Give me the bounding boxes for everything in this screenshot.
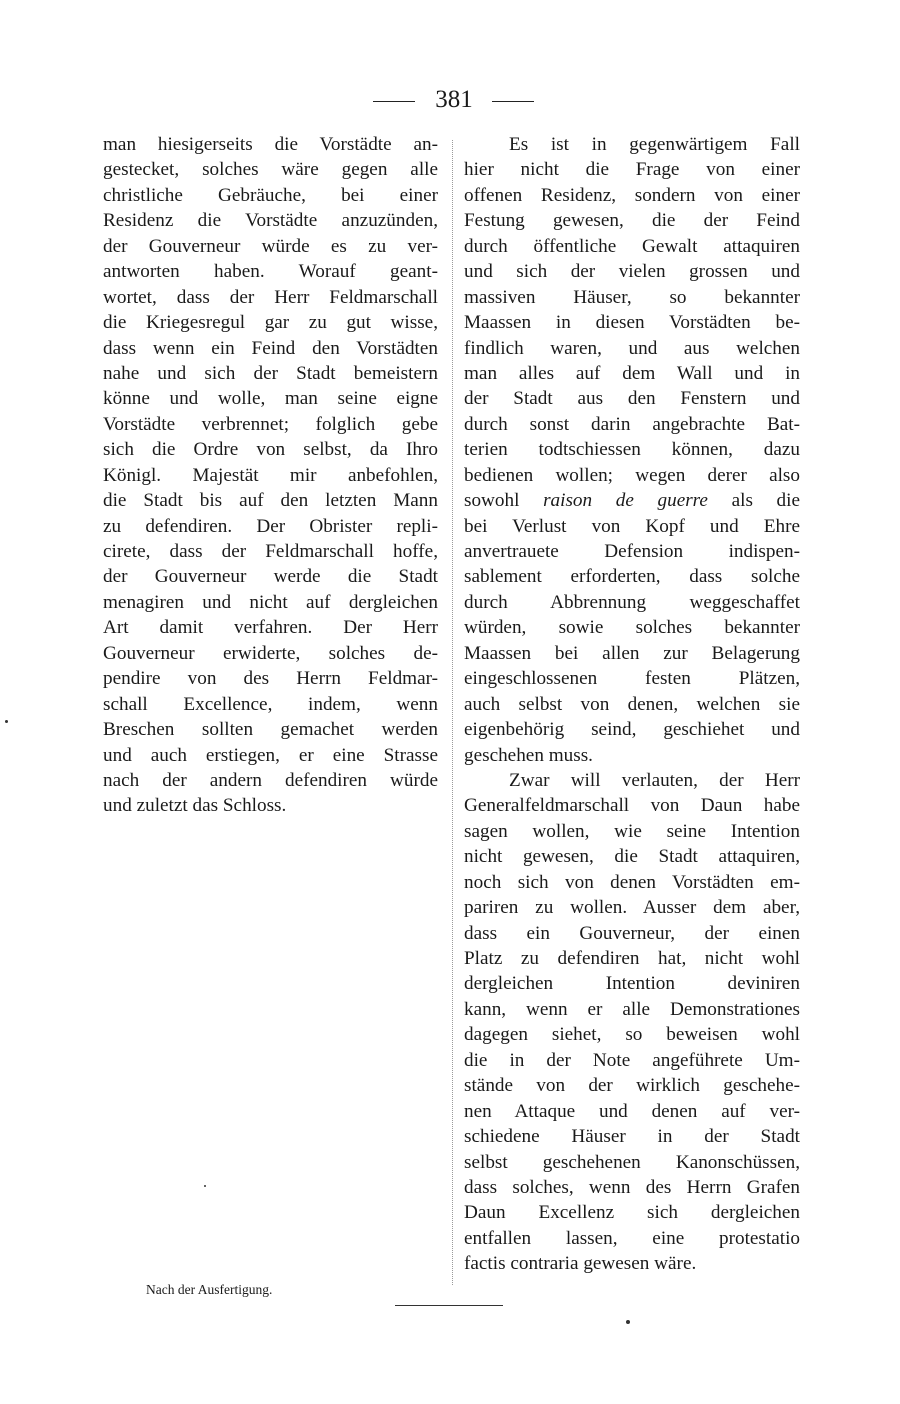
bottom-rule: [395, 1305, 503, 1306]
text-line: bedienen wollen; wegen derer also: [464, 464, 800, 486]
text-line: Generalfeldmarschall von Daun habe: [464, 795, 800, 817]
text-line: selbst geschehenen Kanonschüssen,: [464, 1151, 800, 1173]
text-line: die Stadt bis auf den letzten Mann: [103, 490, 438, 512]
text-line: Platz zu defendiren hat, nicht wohl: [464, 948, 800, 969]
page-number: 381: [435, 86, 473, 113]
text-line: Breschen sollten gemachet werden: [103, 719, 438, 741]
text-line: Residenz die Vorstädte anzuzünden,: [103, 210, 438, 232]
source-note: Nach der Ausfertigung.: [146, 1282, 273, 1297]
text-line: Art damit verfahren. Der Herr: [103, 617, 438, 639]
text-line: Gouverneur erwiderte, solches de-: [103, 642, 438, 664]
text-line: durch Abbrennung weggeschaffet: [464, 591, 800, 613]
right-column: [464, 132, 800, 1277]
text-line: und sich der vielen grossen und: [464, 261, 800, 283]
text-line: Maassen bei allen zur Belagerung: [464, 642, 800, 664]
text-line: nach der andern defendiren würde: [103, 769, 438, 791]
text-line: dass ein Gouverneur, der einen: [464, 922, 800, 944]
text-line: eingeschlossenen festen Plätzen,: [464, 668, 800, 690]
text-line: schiedene Häuser in der Stadt: [464, 1126, 800, 1148]
text-line: würden, sowie solches bekannter: [464, 617, 800, 639]
text-segment: sowohl: [464, 490, 544, 512]
text-line: dass solches, wenn des Herrn Grafen: [464, 1176, 800, 1198]
text-line: der Gouverneur werde die Stadt: [103, 566, 438, 588]
header-rule-right: [492, 101, 534, 102]
text-line: eigenbehörig seind, geschiehet und: [464, 719, 800, 741]
text-line: stände von der wirklich geschehe-: [464, 1075, 800, 1097]
text-line: sablement erforderten, dass solche: [464, 566, 800, 588]
text-line: schall Excellence, indem, wenn: [103, 693, 438, 715]
print-speck: [204, 1185, 206, 1187]
text-segment: als die: [707, 490, 800, 512]
text-line: antworten haben. Worauf geant-: [103, 261, 438, 283]
text-line: wortet, dass der Herr Feldmarschall: [103, 286, 438, 308]
page-header: [0, 84, 900, 116]
column-divider: [452, 140, 453, 1285]
text-line: Königl. Majestät mir anbefohlen,: [103, 464, 438, 486]
text-line: man alles auf dem Wall und in: [464, 362, 800, 384]
text-line: pariren zu wollen. Ausser dem aber,: [464, 897, 800, 919]
text-line: kann, wenn er alle Demonstrationes: [464, 998, 800, 1020]
header-rule-left: [373, 101, 415, 102]
text-line: man hiesigerseits die Vorstädte an-: [103, 134, 438, 155]
text-line: christliche Gebräuche, bei einer: [103, 184, 438, 206]
text-line: durch öffentliche Gewalt attaquiren: [464, 235, 800, 257]
print-speck: [626, 1320, 630, 1324]
italic-phrase: raison de guerre: [543, 490, 708, 512]
text-line: dass wenn ein Feind den Vorstädten: [103, 337, 438, 359]
text-line: Vorstädte verbrennet; folglich gebe: [103, 413, 438, 435]
text-line: Daun Excellenz sich dergleichen: [464, 1202, 800, 1224]
text-line: Zwar will verlauten, der Herr: [509, 769, 800, 791]
text-line: noch sich von denen Vorstädten em-: [464, 871, 800, 893]
text-line: entfallen lassen, eine protestatio: [464, 1227, 800, 1249]
text-line: könne und wolle, man seine eigne: [103, 388, 438, 410]
text-line: geschehen muss.: [464, 744, 593, 766]
text-line: dagegen siehet, so beweisen wohl: [464, 1024, 800, 1046]
text-line: Maassen in diesen Vorstädten be-: [464, 312, 800, 334]
text-line: und zuletzt das Schloss.: [103, 795, 287, 817]
text-line: findlich waren, und aus welchen: [464, 337, 800, 359]
text-line: zu defendiren. Der Obrister repli-: [103, 515, 438, 537]
text-line: offenen Residenz, sondern von einer: [464, 184, 800, 206]
text-line: nen Attaque und denen auf ver-: [464, 1100, 800, 1122]
text-line: factis contraria gewesen wäre.: [464, 1253, 697, 1275]
text-line: pendire von des Herrn Feldmar-: [103, 668, 438, 690]
text-line: nahe und sich der Stadt bemeistern: [103, 362, 438, 384]
text-line: bei Verlust von Kopf und Ehre: [464, 515, 800, 537]
text-line: Festung gewesen, die der Feind: [464, 210, 800, 232]
text-line: der Stadt aus den Fenstern und: [464, 388, 800, 410]
text-line: gestecket, solches wäre gegen alle: [103, 159, 438, 181]
text-line: anvertrauete Defension indispen-: [464, 541, 800, 562]
text-line: die in der Note angeführete Um-: [464, 1049, 800, 1071]
text-line: die Kriegesregul gar zu gut wisse,: [103, 312, 438, 334]
print-speck: [5, 720, 8, 723]
text-line: cirete, dass der Feldmarschall hoffe,: [103, 541, 438, 562]
text-line: durch sonst darin angebrachte Bat-: [464, 413, 800, 435]
text-line: und auch erstiegen, er eine Strasse: [103, 744, 438, 766]
text-line: sich die Ordre von selbst, da Ihro: [103, 439, 438, 461]
text-line: terien todtschiessen können, dazu: [464, 439, 800, 461]
left-column: [103, 132, 438, 819]
text-line: auch selbst von denen, welchen sie: [464, 693, 800, 715]
text-line: massiven Häuser, so bekannter: [464, 286, 800, 308]
text-line: dergleichen Intention deviniren: [464, 973, 800, 995]
text-line: der Gouverneur würde es zu ver-: [103, 235, 438, 257]
text-line: menagiren und nicht auf dergleichen: [103, 591, 438, 613]
text-line: hier nicht die Frage von einer: [464, 159, 800, 181]
text-line: sagen wollen, wie seine Intention: [464, 820, 800, 842]
text-line: nicht gewesen, die Stadt attaquiren,: [464, 846, 800, 868]
text-line: [464, 488, 800, 513]
text-line: Es ist in gegenwärtigem Fall: [509, 134, 800, 155]
